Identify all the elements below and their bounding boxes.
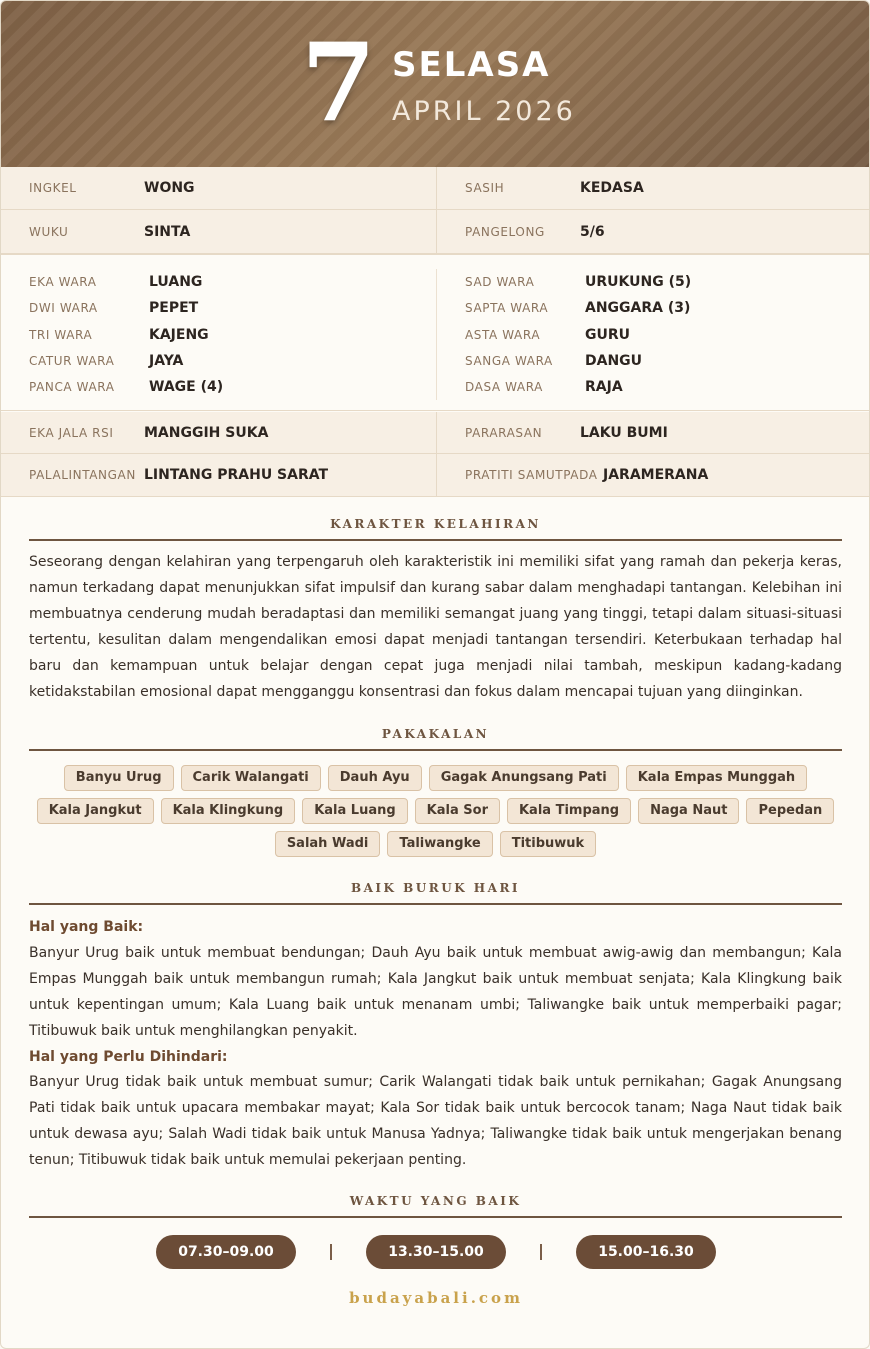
pararasan-label: PARARASAN bbox=[465, 425, 543, 440]
wara-row bbox=[437, 374, 870, 400]
wuku-label: WUKU bbox=[29, 224, 69, 239]
section-title-baik-buruk: BAIK BURUK HARI bbox=[29, 881, 842, 905]
wara-value: LUANG bbox=[149, 274, 203, 291]
ingkel-label: INGKEL bbox=[29, 181, 77, 195]
pakakalan-chip: Kala Sor bbox=[415, 798, 500, 824]
wara-value: URUKUNG (5) bbox=[585, 274, 692, 291]
wara-value: DANGU bbox=[585, 353, 643, 370]
pakakalan-chips bbox=[29, 765, 842, 857]
date-header bbox=[1, 1, 870, 167]
pakakalan-chip: Kala Luang bbox=[302, 798, 407, 824]
pakakalan-chip: Gagak Anungsang Pati bbox=[429, 765, 619, 791]
bad-text: Banyur Urug tidak baik untuk membuat sumur; Carik Walangati tidak baik untuk pernikahan; Gagak Anungsang Pati tidak baik untuk upacara membakar mayat; Kala Sor tidak baik untuk bercocok tanam; Naga Naut tidak baik untuk dewasa ayu; Salah Wadi tidak baik untuk Manusa Yadnya; Taliwangke tidak baik untuk mengerjakan benang tenun; Titibuwuk tidak baik untuk memulai pekerjaan penting. bbox=[29, 1074, 842, 1169]
info-cell-pratiti bbox=[436, 454, 870, 496]
baik-buruk-content bbox=[29, 915, 842, 1174]
pratiti-value: JARAMERANA bbox=[603, 467, 709, 483]
pangelong-value: 5/6 bbox=[580, 223, 605, 240]
time-slot-pill: 07.30–09.00 bbox=[156, 1235, 296, 1269]
eka-jala-rsi-value: MANGGIH SUKA bbox=[144, 424, 269, 441]
info-row-wuku-pangelong bbox=[1, 210, 870, 254]
section-title-karakter: KARAKTER KELAHIRAN bbox=[29, 517, 842, 541]
section-title-waktu: WAKTU YANG BAIK bbox=[29, 1194, 842, 1218]
month-year: APRIL 2026 bbox=[392, 96, 576, 127]
wara-value: ANGGARA (3) bbox=[585, 300, 691, 317]
wara-label: PANCA WARA bbox=[29, 380, 115, 395]
wara-label: SAD WARA bbox=[465, 275, 535, 290]
time-separator bbox=[540, 1244, 542, 1260]
wara-column-left bbox=[1, 269, 436, 400]
wara-value: GURU bbox=[585, 326, 631, 343]
pakakalan-chip: Dauh Ayu bbox=[328, 765, 422, 791]
wara-value: PEPET bbox=[149, 300, 199, 317]
sasih-label: SASIH bbox=[465, 181, 505, 195]
wara-column-right bbox=[436, 269, 870, 400]
wuku-value: SINTA bbox=[144, 223, 191, 240]
pangelong-label: PANGELONG bbox=[465, 224, 545, 239]
wara-value: KAJENG bbox=[149, 326, 209, 343]
wara-label: SANGA WARA bbox=[465, 354, 553, 369]
wara-row bbox=[1, 322, 436, 348]
wara-row bbox=[1, 269, 436, 295]
info-cell-pangelong bbox=[436, 210, 870, 253]
info-cell-eka-jala-rsi bbox=[1, 412, 436, 453]
pratiti-label: PRATITI SAMUTPADA bbox=[465, 468, 598, 482]
sasih-value: KEDASA bbox=[580, 180, 644, 196]
wara-label: ASTA WARA bbox=[465, 327, 541, 342]
info-row-ekajala-pararasan bbox=[1, 412, 870, 454]
pakakalan-chip: Pepedan bbox=[746, 798, 834, 824]
pakakalan-chip: Kala Klingkung bbox=[161, 798, 296, 824]
wara-row bbox=[437, 322, 870, 348]
pakakalan-chip: Kala Empas Munggah bbox=[626, 765, 807, 791]
pakakalan-chip: Kala Jangkut bbox=[37, 798, 154, 824]
info-row-palalintangan-pratiti bbox=[1, 454, 870, 497]
wara-value: JAYA bbox=[149, 353, 184, 370]
pakakalan-chip: Carik Walangati bbox=[181, 765, 321, 791]
wara-label: CATUR WARA bbox=[29, 354, 115, 369]
time-separator bbox=[330, 1244, 332, 1260]
wara-table bbox=[1, 254, 870, 411]
section-title-pakakalan: PAKAKALAN bbox=[29, 727, 842, 751]
time-slots bbox=[1, 1235, 870, 1269]
info-cell-sasih bbox=[436, 167, 870, 209]
wara-row bbox=[1, 374, 436, 400]
info-cell-pararasan bbox=[436, 412, 870, 453]
wara-row bbox=[1, 348, 436, 374]
palalintangan-value: LINTANG PRAHU SARAT bbox=[144, 467, 329, 483]
eka-jala-rsi-label: EKA JALA RSI bbox=[29, 425, 114, 440]
palalintangan-label: PALALINTANGAN bbox=[29, 468, 136, 482]
wara-row bbox=[437, 348, 870, 374]
info-cell-wuku bbox=[1, 210, 436, 253]
bad-heading: Hal yang Perlu Dihindari: bbox=[29, 1048, 228, 1065]
day-number: 7 bbox=[301, 20, 377, 146]
wara-label: DASA WARA bbox=[465, 380, 543, 395]
wara-value: RAJA bbox=[585, 379, 623, 396]
wara-label: DWI WARA bbox=[29, 301, 98, 316]
wara-row bbox=[437, 295, 870, 321]
day-name: SELASA bbox=[392, 45, 551, 85]
pakakalan-chip: Kala Timpang bbox=[507, 798, 631, 824]
pakakalan-chip: Salah Wadi bbox=[275, 831, 381, 857]
wara-row bbox=[1, 295, 436, 321]
info-cell-ingkel bbox=[1, 167, 436, 209]
pakakalan-chip: Banyu Urug bbox=[64, 765, 174, 791]
good-heading: Hal yang Baik: bbox=[29, 919, 144, 935]
wara-label: SAPTA WARA bbox=[465, 301, 549, 316]
wara-value: WAGE (4) bbox=[149, 379, 224, 396]
pakakalan-chip: Titibuwuk bbox=[500, 831, 596, 857]
wara-label: EKA WARA bbox=[29, 275, 97, 290]
pakakalan-chip: Taliwangke bbox=[387, 831, 492, 857]
wara-row bbox=[437, 269, 870, 295]
info-row-ingkel-sasih bbox=[1, 167, 870, 210]
pakakalan-chip: Naga Naut bbox=[638, 798, 739, 824]
time-slot-pill: 15.00–16.30 bbox=[576, 1235, 716, 1269]
time-slot-pill: 13.30–15.00 bbox=[366, 1235, 506, 1269]
good-text: Banyur Urug baik untuk membuat bendungan; Dauh Ayu baik untuk membuat awig-awig dan membangun; Kala Empas Munggah baik untuk membangun rumah; Kala Jangkut baik untuk membuat senjata; Kala Klingkung baik untuk kepentingan umum; Kala Luang baik untuk menanam umbi; Taliwangke baik untuk memperbaiki pagar; Titibuwuk baik untuk menghilangkan penyakit. bbox=[29, 944, 842, 1039]
karakter-text: Seseorang dengan kelahiran yang terpengaruh oleh karakteristik ini memiliki sifat yang ramah dan pekerja keras, namun terkadang dapat menunjukkan sifat impulsif dan kurang sabar dalam menghadapi tantangan. Kelebihan ini membuatnya cenderung mudah beradaptasi dan memiliki semangat juang yang tinggi, tetapi dalam situasi-situasi tertentu, kesulitan dalam mengendalikan emosi dapat menjadi tantangan tersendiri. Keterbukaan terhadap hal baru dan kemampuan untuk belajar dengan cepat juga menjadi nilai tambah, meskipun kadang-kadang ketidakstabilan emosional dapat mengganggu konsentrasi dan fokus dalam mencapai tujuan yang diinginkan. bbox=[29, 554, 842, 700]
pararasan-value: LAKU BUMI bbox=[580, 424, 668, 441]
info-cell-palalintangan bbox=[1, 454, 436, 496]
wara-label: TRI WARA bbox=[29, 327, 93, 342]
ingkel-value: WONG bbox=[144, 180, 195, 196]
footer-site: budayabali.com bbox=[349, 1289, 523, 1307]
